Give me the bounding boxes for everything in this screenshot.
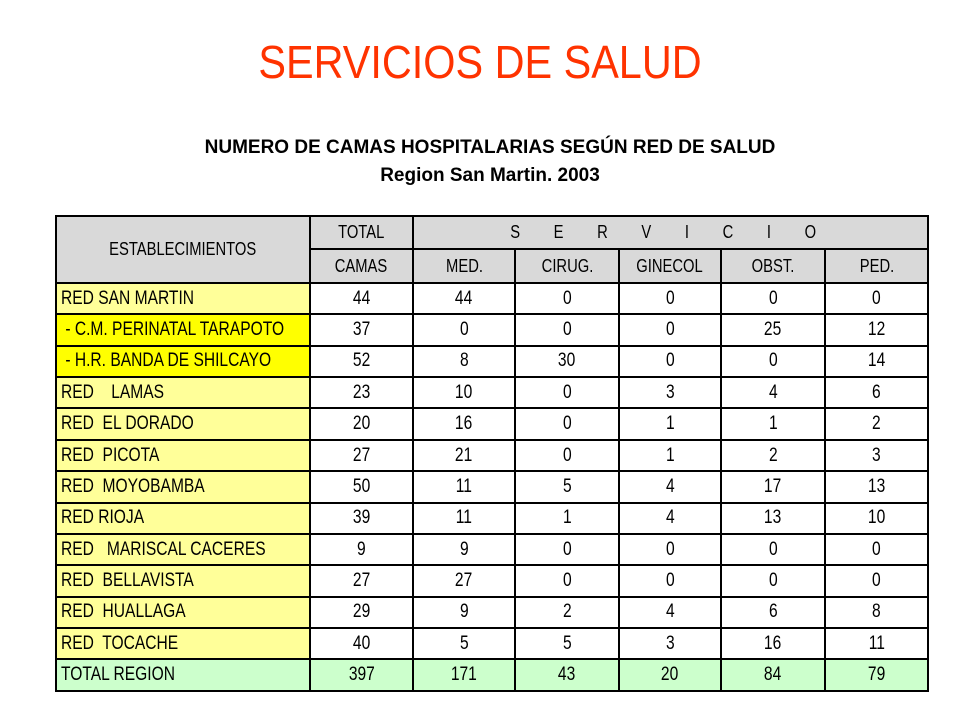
cirug-cell: 0 <box>515 283 619 314</box>
establecimiento-cell: RED EL DORADO <box>56 408 310 439</box>
med-cell: 44 <box>413 283 515 314</box>
ginecol-cell: 1 <box>619 440 721 471</box>
cirug-cell: 0 <box>515 377 619 408</box>
ginecol-cell: 0 <box>619 283 721 314</box>
obst-cell: 4 <box>721 377 825 408</box>
total-camas-cell: 37 <box>310 314 413 345</box>
obst-cell: 17 <box>721 471 825 502</box>
ginecol-cell: 3 <box>619 377 721 408</box>
total-camas-cell: 50 <box>310 471 413 502</box>
cirug-cell: 1 <box>515 503 619 534</box>
header-ginecol: GINECOL <box>619 249 721 282</box>
page-title: SERVICIOS DE SALUD <box>258 36 702 88</box>
med-cell: 171 <box>413 659 515 691</box>
obst-cell: 25 <box>721 314 825 345</box>
cirug-cell: 43 <box>515 659 619 691</box>
establecimiento-cell: RED TOCACHE <box>56 628 310 659</box>
table-row <box>56 565 928 596</box>
total-camas-cell: 9 <box>310 534 413 565</box>
header-med: MED. <box>413 249 515 282</box>
ped-cell: 0 <box>825 283 928 314</box>
cirug-cell: 5 <box>515 628 619 659</box>
med-cell: 27 <box>413 565 515 596</box>
establecimiento-cell: RED RIOJA <box>56 503 310 534</box>
ginecol-cell: 4 <box>619 503 721 534</box>
ped-cell: 79 <box>825 659 928 691</box>
total-camas-cell: 29 <box>310 597 413 628</box>
ped-cell: 0 <box>825 534 928 565</box>
obst-cell: 84 <box>721 659 825 691</box>
establecimiento-cell: TOTAL REGION <box>56 659 310 691</box>
header-ped: PED. <box>825 249 928 282</box>
ped-cell: 10 <box>825 503 928 534</box>
table-row <box>56 597 928 628</box>
cirug-cell: 0 <box>515 408 619 439</box>
establecimiento-cell: RED LAMAS <box>56 377 310 408</box>
ped-cell: 13 <box>825 471 928 502</box>
table-row <box>56 408 928 439</box>
total-camas-cell: 44 <box>310 283 413 314</box>
establecimiento-cell: - C.M. PERINATAL TARAPOTO <box>56 314 310 345</box>
cirug-cell: 5 <box>515 471 619 502</box>
table-row <box>56 283 928 314</box>
obst-cell: 1 <box>721 408 825 439</box>
med-cell: 0 <box>413 314 515 345</box>
ginecol-cell: 4 <box>619 471 721 502</box>
total-camas-cell: 27 <box>310 565 413 596</box>
cirug-cell: 0 <box>515 314 619 345</box>
obst-cell: 0 <box>721 565 825 596</box>
ped-cell: 8 <box>825 597 928 628</box>
table-title: NUMERO DE CAMAS HOSPITALARIAS SEGÚN RED DE SALUD <box>204 137 776 158</box>
ginecol-cell: 0 <box>619 534 721 565</box>
obst-cell: 0 <box>721 534 825 565</box>
obst-cell: 13 <box>721 503 825 534</box>
total-camas-cell: 52 <box>310 346 413 377</box>
ginecol-cell: 20 <box>619 659 721 691</box>
header-total-line2: CAMAS <box>310 249 413 282</box>
cirug-cell: 30 <box>515 346 619 377</box>
total-camas-cell: 397 <box>310 659 413 691</box>
med-cell: 16 <box>413 408 515 439</box>
med-cell: 10 <box>413 377 515 408</box>
ped-cell: 2 <box>825 408 928 439</box>
establecimiento-cell: RED HUALLAGA <box>56 597 310 628</box>
obst-cell: 0 <box>721 346 825 377</box>
med-cell: 11 <box>413 503 515 534</box>
cirug-cell: 0 <box>515 440 619 471</box>
cirug-cell: 0 <box>515 565 619 596</box>
med-cell: 5 <box>413 628 515 659</box>
table-row <box>56 628 928 659</box>
ped-cell: 3 <box>825 440 928 471</box>
table-row <box>56 534 928 565</box>
header-total-line1: TOTAL <box>310 216 413 249</box>
ginecol-cell: 0 <box>619 314 721 345</box>
total-camas-cell: 39 <box>310 503 413 534</box>
ginecol-cell: 0 <box>619 565 721 596</box>
obst-cell: 0 <box>721 283 825 314</box>
med-cell: 11 <box>413 471 515 502</box>
establecimiento-cell: - H.R. BANDA DE SHILCAYO <box>56 346 310 377</box>
total-camas-cell: 27 <box>310 440 413 471</box>
table-subtitle: Region San Martin. 2003 <box>380 165 600 186</box>
table-row <box>56 440 928 471</box>
ped-cell: 11 <box>825 628 928 659</box>
establecimiento-cell: RED BELLAVISTA <box>56 565 310 596</box>
total-camas-cell: 23 <box>310 377 413 408</box>
med-cell: 21 <box>413 440 515 471</box>
establecimiento-cell: RED PICOTA <box>56 440 310 471</box>
obst-cell: 2 <box>721 440 825 471</box>
table-row <box>56 377 928 408</box>
ginecol-cell: 1 <box>619 408 721 439</box>
table-row <box>56 471 928 502</box>
ped-cell: 12 <box>825 314 928 345</box>
med-cell: 9 <box>413 534 515 565</box>
ped-cell: 14 <box>825 346 928 377</box>
establecimiento-cell: RED MARISCAL CACERES <box>56 534 310 565</box>
cirug-cell: 2 <box>515 597 619 628</box>
total-camas-cell: 20 <box>310 408 413 439</box>
header-servicio: S E R V I C I O <box>413 216 928 249</box>
header-row-1 <box>56 216 928 249</box>
table-row <box>56 346 928 377</box>
ped-cell: 6 <box>825 377 928 408</box>
obst-cell: 16 <box>721 628 825 659</box>
establecimiento-cell: RED SAN MARTIN <box>56 283 310 314</box>
table-row <box>56 503 928 534</box>
header-establecimientos: ESTABLECIMIENTOS <box>56 216 310 283</box>
beds-table <box>55 215 929 692</box>
cirug-cell: 0 <box>515 534 619 565</box>
ginecol-cell: 4 <box>619 597 721 628</box>
total-camas-cell: 40 <box>310 628 413 659</box>
ginecol-cell: 0 <box>619 346 721 377</box>
ped-cell: 0 <box>825 565 928 596</box>
header-cirug: CIRUG. <box>515 249 619 282</box>
med-cell: 8 <box>413 346 515 377</box>
establecimiento-cell: RED MOYOBAMBA <box>56 471 310 502</box>
header-obst: OBST. <box>721 249 825 282</box>
table-row <box>56 314 928 345</box>
ginecol-cell: 3 <box>619 628 721 659</box>
obst-cell: 6 <box>721 597 825 628</box>
med-cell: 9 <box>413 597 515 628</box>
total-row <box>56 659 928 691</box>
